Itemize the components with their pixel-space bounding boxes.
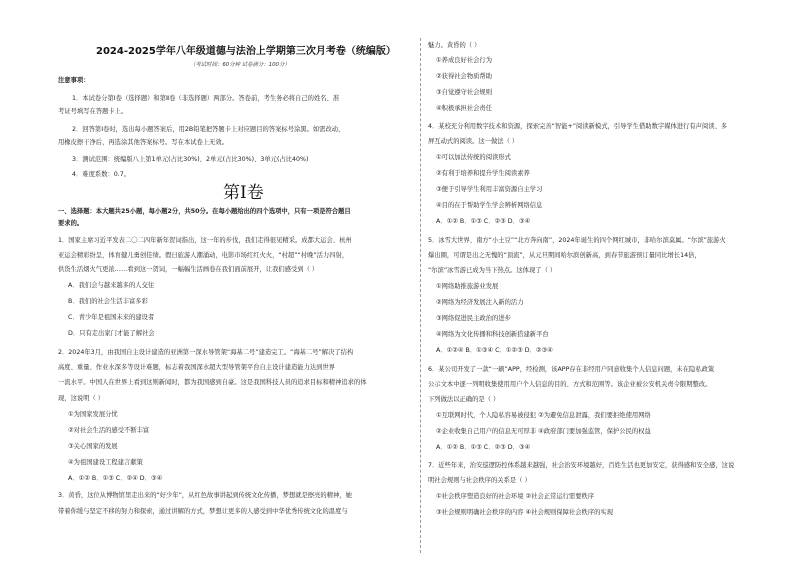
option-line: ③社会规则明确社会秩序的内容 ④社会规则保障社会秩序的实现: [436, 509, 614, 516]
question-line: 现，这说明（ ）: [58, 395, 105, 402]
option-line: ③关心国家的发展: [68, 443, 118, 450]
note-line: 2．回答第Ⅰ卷时，选出每小题答案后，用2B铅笔把答题卡上对应题目的答案标号涂黑。如需改动，: [72, 126, 345, 133]
question-line: 1．国家主席习近平发表二〇二四年新年贺词指出，这一年的步伐，我们走得很见精采。成都大运会、杭州: [58, 237, 352, 244]
option-line: ④积极承担社会责任: [436, 105, 493, 112]
option-line: ①可以加法传统的阅读形式: [436, 154, 511, 161]
question-line: 6．某公司开发了一款“一刷”APP，经检测，该APP存在非经用户同意收集个人信息问题，未在隐私政策: [428, 366, 715, 373]
note-line: 考证号填写在答题卡上。: [58, 108, 128, 115]
question-line: 一流水平。中国人在世界上看到这则新闻时，都为我国感到自豪。这是我国科技人员的追求目标和精神追求的体: [58, 379, 367, 386]
option-line: ①网络助推旅游业发展: [436, 283, 499, 290]
option-line: B．我们的社会生活丰富多彩: [68, 298, 148, 305]
question-line: 4．某校充分利用数字技术和资源，探索完善“智能+”阅读新模式，引导学生借助数字媒体进行有声阅读、多: [428, 123, 728, 130]
note-line: 3．测试范围：统编版八上第1单元(占比30%)、2单元(占比30%)、3单元(占比40%): [72, 156, 309, 163]
option-line: ②网络为经济发展注入新的活力: [436, 299, 524, 306]
note-line: 1．本试卷分第Ⅰ卷（选择题）和第Ⅱ卷（非选择题）两部分。答卷前，考生务必将自己的姓名、准: [72, 95, 340, 102]
option-line: ③网络促进民主政治的进步: [436, 315, 511, 322]
question-line: 带着你缓与坚定不移的努力和探索，通过讲解的方式，梦想让更多的人感受到中华优秀传统文化的温度与: [58, 508, 348, 515]
note-line: 4．难度系数：0.7。: [72, 171, 131, 178]
option-line: ②对社会生活的感受不断丰富: [68, 427, 150, 434]
page-title: 2024-2025学年八年级道德与法治上学期第三次月考卷（统编版）: [96, 46, 396, 57]
exam-info: （考试时间：60分钟 试卷满分：100分）: [190, 62, 290, 68]
answer-choices: A．①②④ B．①③④ C．①②③ D．②③④: [436, 347, 553, 354]
option-line: ②获得社会物质帮助: [436, 73, 493, 80]
option-line: ④目的在于帮助学生学会辨析网络信息: [436, 202, 543, 209]
option-line: ①社会秩序塑造良好的社会环境 ②社会正常运行需要秩序: [436, 493, 595, 500]
answer-choices: A．①② B．①③ C．②③ D．③④: [436, 218, 531, 225]
option-line: ①互联网时代，个人隐私容易被侵犯 ②为避免信息泄露，我们要拒绝使用网络: [436, 412, 651, 419]
question-line: 爆出圈，可谓是出之无愧的“顶流”，从元旦期间哈尔滨创新高，到春节旅游预订量同比增长14倍，: [428, 252, 701, 259]
note-line: 用橡皮擦干净后，再选涂其他答案标号。写在本试卷上无效。: [58, 139, 229, 146]
question-line: 5．冰雪大世界、南方“小土豆”“北方奔向南”，2024年诞生的四个网红城市，非哈尔滨莫属。“尔滨”旅游火: [428, 237, 726, 244]
question-line: 亚运会精彩纷呈，体育健儿勇创佳绩。假日旅游人潮涌动，电影市场红红火火，“村超”“村晚”活力四射，: [58, 252, 349, 259]
question-line: 3．黄昏，这位从博物馆里走出来的“好少年”，从红色故事讲起到传统文化传播，梦想就是擦亮的精神，她: [58, 492, 352, 499]
option-line: ④网络为文化传播和科技创新搭建新平台: [436, 331, 549, 338]
section-intro: 要求的。: [58, 220, 84, 227]
notes-heading: 注意事项：: [58, 77, 90, 84]
question-line: “尔滨”冰雪游已成为当下热点。这体现了（ ）: [428, 267, 557, 274]
option-line: ④为祖国建设工程建言献策: [68, 459, 143, 466]
option-line: ①为国家发展分忧: [68, 411, 118, 418]
answer-choices: A．①② B．①③ C．②③ D．③④: [436, 444, 531, 451]
question-line: 屏互动式的阅读。这一做法（ ）: [428, 138, 519, 145]
question-line: 2．2024年3月，由我国自主设计建造的亚洲第一深水导管架“海基二号”建造完工。“海基二号”解决了结构: [58, 349, 354, 356]
question-line: 7．近些年来，治安巡逻防控体系越来越强，社会治安环境越好，百姓生活也更加安定，获得感和安全感，这说: [428, 462, 735, 469]
question-line: 高度、重量、作业水深多等设计难题，标志着我国深水超大型导管架平台自主设计建造能力达到世界: [58, 364, 336, 371]
column-divider: [420, 38, 421, 553]
option-line: ③便于引导学生利用丰富资源自主学习: [436, 186, 543, 193]
section-intro: 一、选择题：本大题共25小题，每小题2分，共50分。在每小题给出的四个选项中，只有一项是符合题目: [58, 208, 351, 215]
option-line: ②有利于培养和提升学生阅读素养: [436, 170, 530, 177]
option-line: ③自觉遵守社会规则: [436, 89, 493, 96]
question-line: 魅力。黄昏的（ ）: [428, 42, 481, 49]
question-line: 供货生活烟火气更浓……看到这一贺词，一幅幅生活画卷在我们面前展开，让我们感受到（ ）: [58, 266, 319, 273]
option-line: C．青少年是祖国未来的建设者: [68, 314, 155, 321]
answer-choices: A．①② B．①③ C．②④ D．③④: [68, 475, 163, 482]
option-line: D．只有走出家门才能了解社会: [68, 330, 155, 337]
question-line: 明社会规则与社会秩序的关系是（ ）: [428, 477, 531, 484]
question-line: 下列做法以正确的是（ ）: [428, 396, 500, 403]
section-title: 第Ⅰ卷: [223, 183, 264, 203]
option-line: ②企业收集自己用户的信息无可厚非 ④政府部门要加强监管，保护公民的权益: [436, 428, 651, 435]
option-line: ①养成良好社会行为: [436, 57, 493, 64]
option-line: A．我们会与越来越多的人交往: [68, 282, 155, 289]
question-line: 公示文本中逐一列明收集使用用户个人信息的目的、方式和范围等。该企业被公安机关责令限期整改。: [428, 381, 712, 388]
